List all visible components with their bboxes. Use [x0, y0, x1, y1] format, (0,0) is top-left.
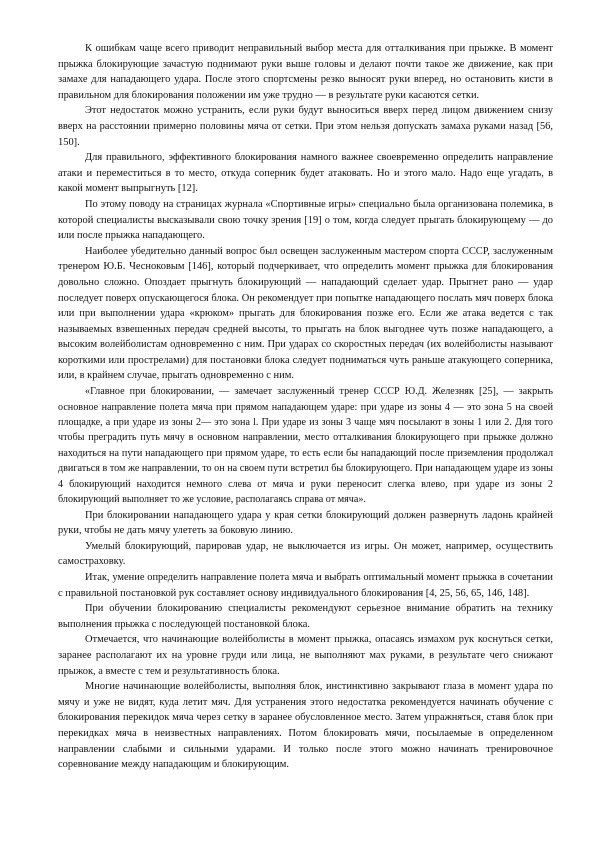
paragraph-4: По этому поводу на страницах журнала «Спортивные игры» специально была организована полемика, в которой специалисты высказывали свою точку зрения [19] о том, когда следует прыгать блокирующему — до или после прыжка нападающего.: [58, 198, 553, 242]
paragraph-7: При блокировании нападающего удара у края сетки блокирующий должен развернуть ладонь крайней руки, чтобы не дать мячу улететь за боковую линию.: [58, 509, 553, 537]
paragraph-2: Этот недостаток можно устранить, если руки будут выноситься вверх перед лицом движением снизу вверх на расстоянии примерно половины мяча от сетки. При этом нельзя допускать замаха руками назад [56, 150].: [58, 105, 553, 148]
paragraph-12: Многие начинающие волейболисты, выполняя блок, инстинктивно закрывают глаза в момент удара по мячу и уже не видят, куда летит мяч. Для устранения этого недостатка рекомендуется начинать обучение с блокирования перекидок мяча через сетку в заранее обусловленное место. Затем упражняться, ставя блок при перекидках мяча в неизвестных направлениях. Потом блокировать мячи, посылаемые в определенном направлении слабыми и сильными ударами. И только после этого можно начинать тренировочное соревнование между нападающим и блокирующим.: [58, 681, 553, 771]
paragraph-5: Наиболее убедительно данный вопрос был освещен заслуженным мастером спорта СССР, заслуженным тренером Ю.Б. Чесноковым [146], который подчеркивает, что определить момент прыжка для блокирования довольно сложно. Опоздает прыгнуть блокирующий — нападающий сделает удар. Прыгнет рано — удар последует поверх опускающегося блока. Он рекомендует при попытке нападающего послать мяч поверх блока или при выполнении удара «крюком» прыгать для блокирования позже его. Если же атака ведется с так называемых взвешенных передач средней высоты, то прыгать на блок выгоднее чуть позже нападающего, а высоким волейболистам одновременно с ним. При ударах со скоростных передач (их волейболисты называют короткими или прострелами) для постановки блока следует подниматься чуть раньше атакующего соперника, или, в крайнем случае, прыгать одновременно с ним.: [58, 245, 553, 382]
paragraph-11: Отмечается, что начинающие волейболисты в момент прыжка, опасаясь измахом рук коснуться сетки, заранее располагают их на уровне груди или лица, не выполняют мах руками, в результате чего снижают прыжок, а вместе с тем и результативность блока.: [58, 634, 553, 677]
paragraph-3: Для правильного, эффективного блокирования намного важнее своевременно определить направление атаки и переместиться в то место, откуда соперник будет атаковать. Но и этого мало. Надо еще угадать, в какой момент выпрыгнуть [12].: [58, 152, 553, 195]
paragraph-6-quote: «Главное при блокировании, — замечает заслуженный тренер СССР Ю.Д. Железняк [25], — закрыть основное направление полета мяча при прямом нападающем ударе: при ударе из зоны 4 — это зона 5 на своей площадке, а при ударе из зоны 2— это зона l. При ударе из зоны 3 чаще мяч посылают в зоны 1 или 2. Для того чтобы преградить путь мячу в основном направлении, место отталкивания блокирующего при прыжке должно находиться на пути нападающего при прямом ударе, то есть если бы нападающий после приземления продолжал двигаться в том же направлении, то он на своем пути встретил бы блокирующего. При нападающем ударе из зоны 4 блокирующий находится немного слева от мяча и руки переносит слегка влево, при ударе из зоны 2 блокирующий выполняет то же условие, располагаясь справа от мяча».: [58, 386, 553, 506]
paragraph-10: При обучении блокированию специалисты рекомендуют серьезное внимание обратить на технику выполнения прыжка с последующей постановкой блока.: [58, 603, 553, 630]
document-page: [58, 41, 553, 773]
paragraph-8: Умелый блокирующий, парировав удар, не выключается из игры. Он может, например, осуществить самостраховку.: [58, 540, 553, 568]
paragraph-1: К ошибкам чаще всего приводит неправильный выбор места для отталкивания при прыжке. В момент прыжка блокирующие зачастую поднимают руки выше головы и делают почти такое же движение, как при замахе для нападающего удара. После этого спортсмены резко выносят руки вперед, но остановить кисти в правильном для блокирования положении им уже трудно — в результате руки касаются сетки.: [58, 43, 553, 101]
paragraph-9: Итак, умение определить направление полета мяча и выбрать оптимальный момент прыжка в сочетании с правильной постановкой рук составляет основу индивидуального блокирования [4, 25, 56, 65, 146, 148].: [58, 572, 553, 599]
